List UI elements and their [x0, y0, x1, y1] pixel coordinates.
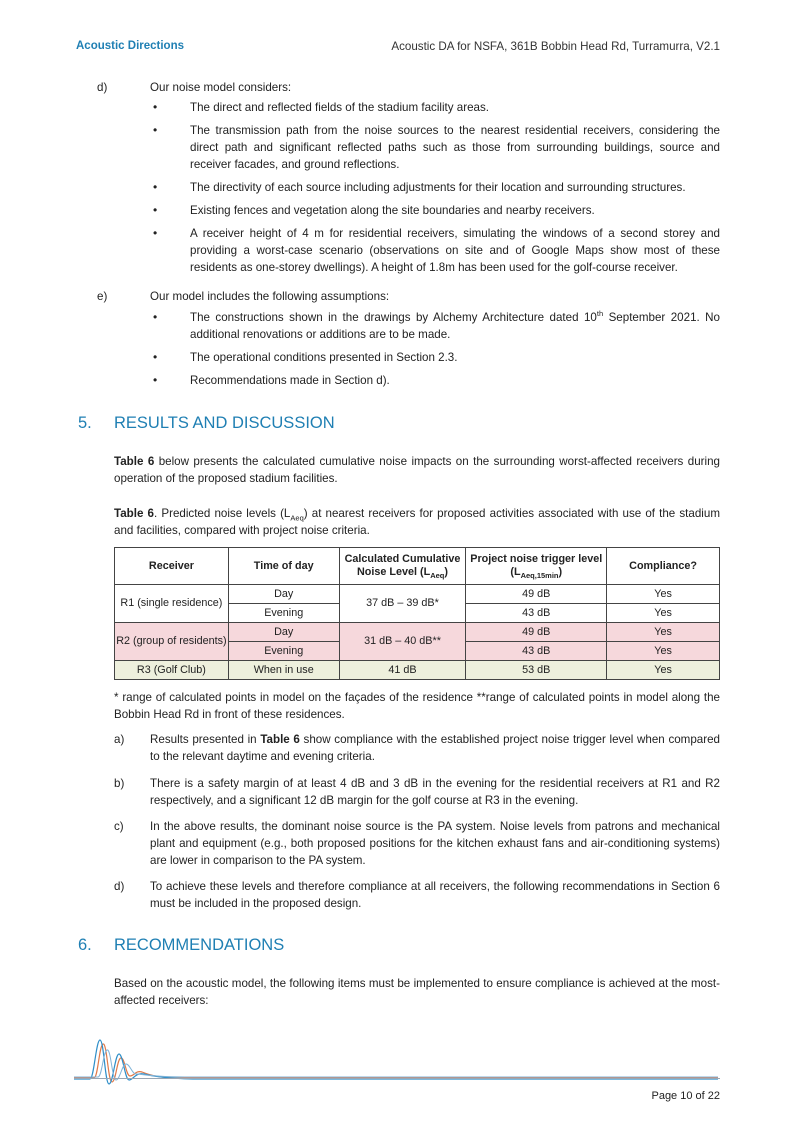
assumptions-intro: Our model includes the following assumptions:: [150, 290, 390, 303]
model-intro: Our noise model considers:: [150, 81, 292, 94]
bullet-icon: •: [153, 100, 158, 114]
footer-divider: [74, 1078, 720, 1079]
table-caption: Table 6. Predicted noise levels $(L_{Aeq})$ at nearest receivers for proposed activities associated with use of the stadium and facilities, compared with project noise criteria.: [114, 507, 720, 537]
item-label: c): [114, 820, 124, 833]
col-header: Compliance?: [607, 548, 720, 585]
col-header: Calculated Cumulative Noise Level $(L_{Aeq})$: [339, 548, 466, 585]
table-cell: Day: [228, 623, 339, 642]
results-table: [114, 547, 720, 680]
table-cell: R2 (group of residents): [115, 623, 229, 661]
result-text: In the above results, the dominant noise source is the PA system. Noise levels from patrons and mechanical plant and equipment (e.g., both proposed positions for the kitchen exhaust fans and air-conditioning systems) are lower in comparison to the PA system.: [150, 820, 720, 867]
table-cell: 53 dB: [466, 661, 607, 680]
table-cell: Evening: [228, 642, 339, 661]
bullet-icon: •: [153, 180, 158, 194]
table-cell: Yes: [607, 661, 720, 680]
table-cell: Day: [228, 585, 339, 604]
bullet-text: Recommendations made in Section d).: [190, 374, 390, 387]
bullet-text: The constructions shown in the drawings by Alchemy Architecture dated 10th September 2021. No additional renovations or additions are to be made.: [190, 309, 720, 341]
col-header: Receiver: [115, 548, 229, 585]
table-cell: Evening: [228, 604, 339, 623]
bullet-text: The direct and reflected fields of the stadium facility areas.: [190, 101, 490, 114]
col-header: Time of day: [228, 548, 339, 585]
bullet-icon: •: [153, 350, 158, 364]
table-cell: Yes: [607, 604, 720, 623]
bullet-text: A receiver height of 4 m for residential receivers, simulating the windows of a second storey and providing a worst-case scenario (observations on site and of Google Maps show most of these residents as one-storey dwellings). A height of 1.8m has been used for the golf-course receiver.: [190, 227, 720, 274]
table-cell: 49 dB: [466, 623, 607, 642]
table-cell: R1 (single residence): [115, 585, 229, 623]
bullet-text: Existing fences and vegetation along the site boundaries and nearby receivers.: [190, 204, 595, 217]
section-intro: Table 6 below presents the calculated cumulative noise impacts on the surrounding worst-affected receivers during operation of the proposed stadium facilities.: [114, 455, 721, 485]
table-cell: Yes: [607, 585, 720, 604]
section-number: 6.: [78, 936, 92, 954]
item-label: d): [97, 81, 108, 94]
table-cell: When in use: [228, 661, 339, 680]
table-cell: Yes: [607, 623, 720, 642]
bullet-text: The transmission path from the noise sources to the nearest residential receivers, considering the direct path and significant reflected paths such as those from surrounding buildings, source and receiver facades, and ground reflections.: [190, 124, 720, 171]
table-cell: 43 dB: [466, 642, 607, 661]
company-name: Acoustic Directions: [76, 40, 184, 52]
table-cell: Yes: [607, 642, 720, 661]
bullet-icon: •: [153, 373, 158, 387]
result-text: Results presented in Table 6 show compliance with the established project noise trigger level when compared to the relevant daytime and evening criteria.: [150, 733, 720, 763]
section-title: RESULTS AND DISCUSSION: [114, 414, 335, 432]
section-number: 5.: [78, 414, 92, 432]
table-cell: 43 dB: [466, 604, 607, 623]
bullet-text: The operational conditions presented in Section 2.3.: [190, 351, 458, 364]
result-text: To achieve these levels and therefore compliance at all receivers, the following recommendations in Section 6 must be included in the proposed design.: [150, 880, 720, 910]
item-label: b): [114, 777, 125, 790]
table-cell: 41 dB: [339, 661, 466, 680]
item-label: e): [97, 290, 108, 303]
item-label: d): [114, 880, 125, 893]
bullet-icon: •: [153, 310, 158, 324]
result-text: There is a safety margin of at least 4 dB and 3 dB in the evening for the residential receivers at R1 and R2 respectively, and a significant 12 dB margin for the golf course at R3 in the evening.: [150, 777, 720, 807]
table-cell: 31 dB – 40 dB**: [339, 623, 466, 661]
table-cell: 37 dB – 39 dB*: [339, 585, 466, 623]
bullet-icon: •: [153, 226, 158, 240]
table-cell: R3 (Golf Club): [115, 661, 229, 680]
page-number: Page 10 of 22: [651, 1090, 720, 1102]
document-title: Acoustic DA for NSFA, 361B Bobbin Head Rd, Turramurra, V2.1: [391, 40, 720, 53]
bullet-icon: •: [153, 123, 158, 137]
item-label: a): [114, 733, 125, 746]
section-title: RECOMMENDATIONS: [114, 936, 285, 954]
bullet-icon: •: [153, 203, 158, 217]
table-cell: 49 dB: [466, 585, 607, 604]
col-header: Project noise trigger level $(L_{Aeq,15min})$: [466, 548, 607, 585]
bullet-text: The directivity of each source including adjustments for their location and surrounding structures.: [190, 181, 686, 194]
section-intro: Based on the acoustic model, the following items must be implemented to ensure compliance is achieved at the most-affected receivers:: [114, 977, 720, 1007]
table-footnote: * range of calculated points in model on the façades of the residence **range of calculated points in model along the Bobbin Head Rd in front of these residences.: [114, 691, 720, 721]
